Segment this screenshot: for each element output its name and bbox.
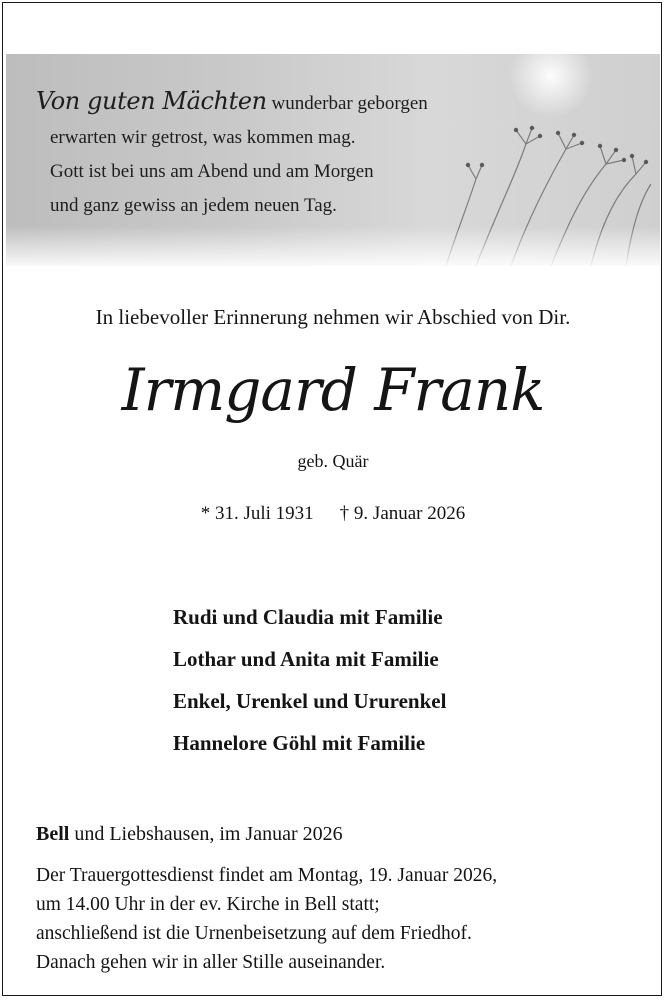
life-dates: [0, 503, 666, 525]
deceased-name: Irmgard Frank: [121, 356, 545, 424]
place-and-date: [36, 823, 343, 846]
mourner-line: Enkel, Urenkel und Ururenkel: [173, 689, 447, 713]
service-line: um 14.00 Uhr in der ev. Kirche in Bell statt;: [36, 894, 380, 915]
death-date: † 9. Januar 2026: [339, 503, 466, 524]
mourner-line: Rudi und Claudia mit Familie: [173, 605, 443, 629]
service-line: anschließend ist die Urnenbeisetzung auf dem Friedhof.: [36, 923, 472, 944]
quote-line-1: [36, 84, 496, 121]
service-line: Danach gehen wir in aller Stille auseinander.: [36, 952, 386, 973]
mourner-line: Hannelore Göhl mit Familie: [173, 731, 426, 755]
quote-line-2: erwarten wir getrost, was kommen mag.: [50, 127, 356, 148]
quote-line-1-text: wunderbar geborgen: [271, 93, 428, 114]
mourner-line: Lothar und Anita mit Familie: [173, 647, 439, 671]
farewell-intro: In liebevoller Erinnerung nehmen wir Abschied von Dir.: [95, 305, 571, 329]
town-name: Bell: [36, 823, 70, 845]
quote-script-text: Von guten Mächten: [36, 87, 267, 115]
maiden-name: geb. Quär: [297, 451, 369, 471]
service-line: Der Trauergottesdienst findet am Montag, 19. Januar 2026,: [36, 865, 498, 886]
quote-line-3: Gott ist bei uns am Abend und am Morgen: [50, 161, 374, 182]
birth-date: * 31. Juli 1931: [200, 503, 314, 524]
service-info: [36, 861, 656, 977]
bonhoeffer-quote: [36, 84, 496, 223]
place-rest: und Liebshausen, im Januar 2026: [69, 823, 343, 845]
mourners-list: [173, 596, 446, 764]
quote-line-4: und ganz gewiss an jedem neuen Tag.: [50, 195, 337, 216]
